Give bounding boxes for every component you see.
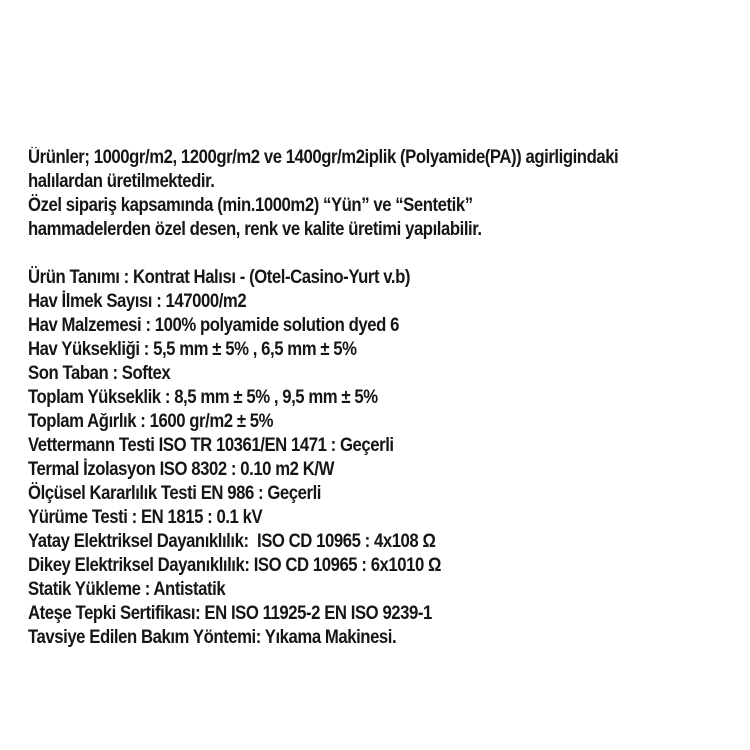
spec-line-toplam-yukseklik: Toplam Yükseklik : 8,5 mm ± 5% , 9,5 mm ± 5% — [28, 387, 378, 408]
spec-line-hav-yuksekligi: Hav Yüksekliği : 5,5 mm ± 5% , 6,5 mm ± 5% — [28, 339, 357, 360]
spec-line-urun-tanimi: Ürün Tanımı : Kontrat Halısı - (Otel-Casino-Yurt v.b) — [28, 267, 411, 288]
intro-line: Özel sipariş kapsamında (min.1000m2) “Yün” ve “Sentetik” — [28, 195, 473, 216]
specs-paragraph — [28, 266, 750, 650]
intro-line: halılardan üretilmektedir. — [28, 171, 215, 192]
intro-paragraph — [28, 146, 750, 242]
spec-line-hav-ilmek-sayisi: Hav İlmek Sayısı : 147000/m2 — [28, 291, 247, 312]
spec-line-statik-yukleme: Statik Yükleme : Antistatik — [28, 579, 226, 600]
spec-line-atese-tepki: Ateşe Tepki Sertifikası: EN ISO 11925-2 EN ISO 9239-1 — [28, 603, 432, 624]
intro-line: Ürünler; 1000gr/m2, 1200gr/m2 ve 1400gr/m2iplik (Polyamide(PA)) agirligindaki — [28, 147, 619, 168]
spec-line-olcusel-kararlilik: Ölçüsel Kararlılık Testi EN 986 : Geçerli — [28, 483, 321, 504]
spec-line-yatay-elektriksel: Yatay Elektriksel Dayanıklılık: ISO CD 10965 : 4x108 Ω — [28, 531, 436, 552]
spec-line-toplam-agirlik: Toplam Ağırlık : 1600 gr/m2 ± 5% — [28, 411, 274, 432]
intro-line: hammadelerden özel desen, renk ve kalite üretimi yapılabilir. — [28, 219, 482, 240]
spec-line-son-taban: Son Taban : Softex — [28, 363, 171, 384]
spec-line-yurume-testi: Yürüme Testi : EN 1815 : 0.1 kV — [28, 507, 263, 528]
spec-line-vettermann-testi: Vettermann Testi ISO TR 10361/EN 1471 : Geçerli — [28, 435, 394, 456]
spec-line-hav-malzemesi: Hav Malzemesi : 100% polyamide solution dyed 6 — [28, 315, 399, 336]
spec-line-dikey-elektriksel: Dikey Elektriksel Dayanıklılık: ISO CD 10965 : 6x1010 Ω — [28, 555, 442, 576]
spec-line-termal-izolasyon: Termal İzolasyon ISO 8302 : 0.10 m2 K/W — [28, 459, 334, 480]
spec-line-tavsiye-bakim: Tavsiye Edilen Bakım Yöntemi: Yıkama Makinesi. — [28, 627, 397, 648]
product-spec-text-block — [28, 146, 750, 650]
